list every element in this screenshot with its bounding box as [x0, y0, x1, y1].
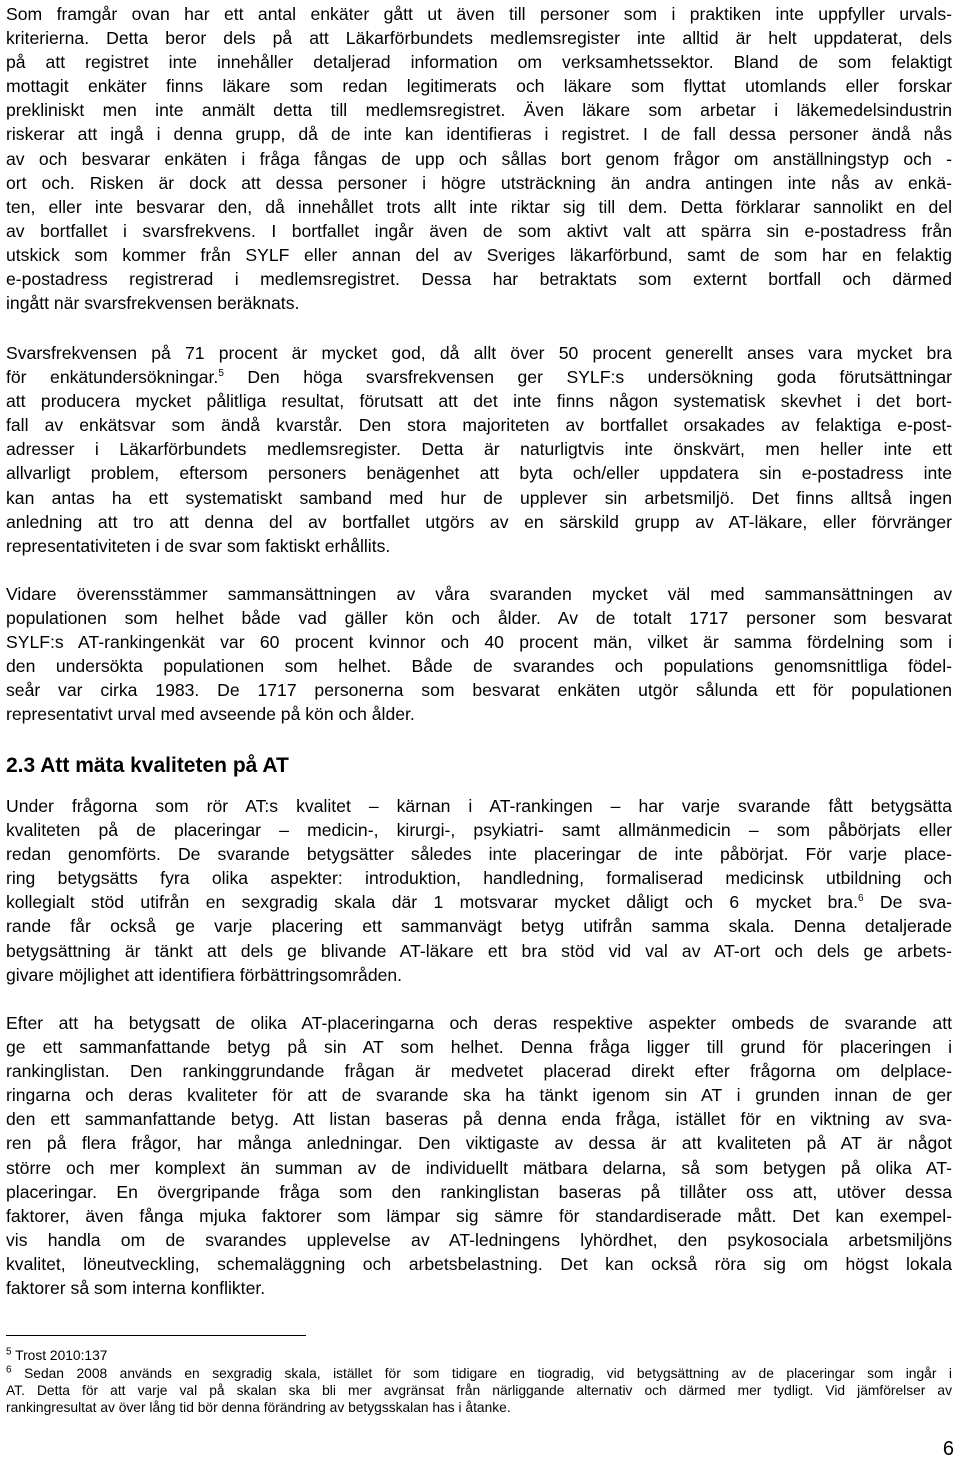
text-line: ort och. Risken är dock att dessa personer i högre utsträckning än andra antingen inte nås av enkä-	[6, 172, 952, 193]
footnote-line: AT. Detta för att varje val på skalan ska bli mer avgränsat från närliggande alternativ och därmed mer tydligt. Vid jämförelser av	[6, 1383, 952, 1399]
footnote-line: $^6$ Sedan 2008 används en sexgradig skala, istället för som tidigare en tiogradig, vid betygsättning av de placeringar som ingår i	[6, 1364, 952, 1381]
text-line: mottagit enkäter finns läkare som redan legitimerats och läkare som flyttat utomlands eller forskar	[6, 76, 952, 97]
text-line: kriterierna. Detta beror dels på att Läkarförbundets medlemsregister inte alltid är helt uppdaterat, dels	[6, 28, 952, 49]
text-line: större och mer komplext än summan av de individuellt mätbara delarna, så som betygen på olika AT-	[6, 1157, 952, 1178]
footnote-ref-6: 6	[857, 893, 864, 905]
text-line: vis handla om de svarandes upplevelse av AT-ledningens lyhördhet, den psykosociala arbetsmiljöns	[6, 1229, 952, 1250]
paragraph-representativity	[6, 582, 952, 727]
paragraph-nonresponse	[6, 2, 952, 315]
text-line: ren på flera frågor, har många anledningar. Den viktigaste av dessa är att kvaliteten på AT är något	[6, 1133, 952, 1154]
text-line: Vidare överensstämmer sammansättningen av våra svaranden mycket väl med sammansättningen av	[6, 584, 952, 604]
footnote-separator	[6, 1335, 306, 1336]
text-line: utskick som kommer från SYLF eller annan del av Sveriges läkarförbund, samt de som har en felaktig	[6, 244, 952, 265]
text-line: kvaliteten på de placeringar – medicin-, kirurgi-, psykiatri- samt allmänmedicin – som påbörjats eller	[6, 820, 952, 841]
section-heading	[6, 754, 289, 778]
text-line: att producera mycket pålitliga resultat, förutsatt att det inte finns någon systematisk skevhet i det bort-	[6, 391, 952, 412]
text-line: givare möjlighet att identifiera förbättringsområden.	[6, 964, 403, 985]
text-line: rande får också ge varje placering ett sammanvägt betyg utifrån samma skala. Denna detaljerade	[6, 916, 952, 937]
text-line: e-postadress registrerad i medlemsregistret. Dessa har betraktats som externt bortfall och därmed	[6, 269, 952, 290]
text-line: representativt urval med avseende på kön och ålder.	[6, 704, 415, 725]
text-line: rankinglistan. Den rankinggrundande frågan är medvetet placerad direkt efter frågorna om delplace-	[6, 1061, 952, 1082]
footnote-line: rankingresultat av över lång tid bör denna förändring av betygsskalan has i åtanke.	[6, 1400, 511, 1416]
text-line-with-footnote: kollegialt stöd utifrån en sexgradig skala där 1 motsvarar mycket dåligt och 6 mycket bra.$^6$ De sva-	[6, 892, 952, 913]
text-line: av bortfallet i svarsfrekvens. I bortfallet ingår även de som aktivt valt att spärra sin e-postadress från	[6, 220, 952, 241]
text-line: riskerar att ingå i denna grupp, då de inte kan identifieras i registret. I de fall dessa personer ändå nås	[6, 124, 952, 145]
text-line: placeringar. En övergripande fråga som den rankinglistan baseras på tillåter oss att, utöver dessa	[6, 1181, 952, 1202]
footnote-5	[6, 1347, 952, 1364]
text-line: redan genomförts. De svarande betygsätter således inte placeringar de inte påbörjat. För varje place-	[6, 844, 952, 865]
text-line: den undersökta populationen som helhet. Både de svarandes och populations genomsnittliga födel-	[6, 656, 952, 677]
text-line: anledning att tro att denna del av bortfallet utgörs av en särskild grupp av AT-läkare, eller förvränger	[6, 511, 952, 532]
text-line: ring betygsätts fyra olika aspekter: introduktion, handledning, formaliserad medicinsk utbildning och	[6, 868, 952, 889]
text-line: den ett sammanfattande betyg. Att listan baseras på denna enda fråga, istället för en viktning av sva-	[6, 1109, 952, 1130]
text-line: faktorer så som interna konflikter.	[6, 1278, 266, 1299]
paragraph-overall-rating	[6, 1011, 952, 1300]
text-line: ringarna och deras kvaliteter för att de svarande ska ha tänkt igenom sin AT i grunden innan de ger	[6, 1085, 952, 1106]
text-line: på att registret inte innehåller detaljerad information om verksamhetssektor. Bland de som felaktigt	[6, 52, 952, 73]
paragraph-response-rate	[6, 341, 952, 558]
text-line: ten, eller inte besvarar den, då innehållet trots allt inte riktar sig till dem. Detta förklarar sannolikt en del	[6, 196, 952, 217]
text-line: Under frågorna som rör AT:s kvalitet – kärnan i AT-rankingen – har varje svarande fått betygsätta	[6, 796, 952, 816]
footnote-6	[6, 1365, 952, 1417]
text-line: SYLF:s AT-rankingenkät var 60 procent kvinnor och 40 procent män, vilket är samma fördelning som i	[6, 632, 952, 653]
text-line-with-footnote: för enkätundersökningar.$^5$ Den höga svarsfrekvensen ger SYLF:s undersökning goda förutsättningar	[6, 367, 952, 388]
text-line: av och besvarar enkäten i fråga fångas de upp och sållas bort genom frågor om anställningstyp och -	[6, 148, 952, 169]
footnote-ref-5: 5	[218, 368, 224, 380]
text-line: Som framgår ovan har ett antal enkäter gått ut även till personer som i praktiken inte uppfyller urvals-	[6, 4, 952, 24]
text-line: adresser i Läkarförbundets medlemsregister. Detta är naturligtvis inte önskvärt, men heller inte ett	[6, 439, 952, 460]
text-line: faktorer, även fånga mjuka faktorer som lämpar sig sämre för standardiserade mått. Det kan exempel-	[6, 1205, 952, 1226]
section-title: Att mäta kvaliteten på AT	[40, 754, 289, 777]
text-line: ge ett sammanfattande betyg på sin AT som helhet. Denna fråga ligger till grund för placeringen i	[6, 1037, 952, 1058]
footnote-line: $^5$ Trost 2010:137	[6, 1346, 108, 1363]
text-line: allvarligt problem, eftersom personers benägenhet att byta och/eller uppdatera sin e-postadress inte	[6, 463, 952, 484]
section-number: 2.3	[6, 754, 36, 777]
text-line: fall av enkätsvar som ändå kvarstår. Den stora majoriteten av bortfallet orsakades av felaktiga e-post-	[6, 415, 952, 436]
text-line: representativiteten i de svar som faktiskt erhållits.	[6, 535, 391, 556]
text-line: betygsättning är tänkt att dels ge blivande AT-läkare ett bra stöd vid val av AT-ort och dels ge arbets-	[6, 940, 952, 961]
paragraph-quality-rating	[6, 794, 952, 987]
text-line: seår var cirka 1983. De 1717 personerna som besvarat enkäten utgör sålunda ett för populationen	[6, 680, 952, 701]
text-line: populationen som helhet både vad gäller kön och ålder. Av de totalt 1717 personer som besvarat	[6, 608, 952, 629]
text-line: ingått när svarsfrekvensen beräknats.	[6, 293, 300, 314]
text-line: Svarsfrekvensen på 71 procent är mycket god, då allt över 50 procent generellt anses vara mycket bra	[6, 343, 952, 363]
text-line: kan antas ha ett systematiskt samband med hur de upplever sin arbetsmiljö. Det finns alltså ingen	[6, 487, 952, 508]
page-number: 6	[942, 1438, 954, 1460]
text-line: Efter att ha betygsatt de olika AT-placeringarna och deras respektive aspekter ombeds de svarande att	[6, 1013, 952, 1033]
text-line: prekliniskt men inte anmält detta till medlemsregistret. Även läkare som arbetar i läkemedelsindustrin	[6, 100, 952, 121]
text-line: kvalitet, löneutveckling, schemaläggning och arbetsbelastning. Det kan också röra sig om högst lokala	[6, 1253, 952, 1274]
